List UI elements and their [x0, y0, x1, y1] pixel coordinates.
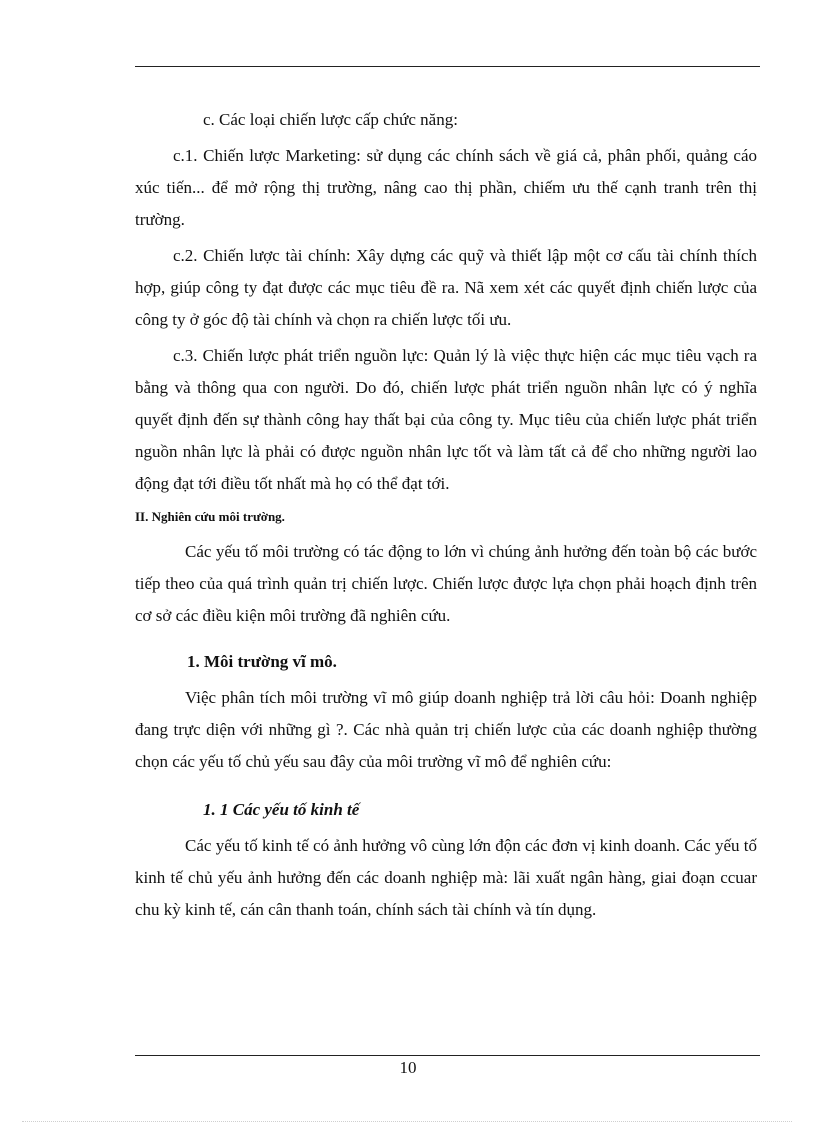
paragraph-c2: c.2. Chiến lược tài chính: Xây dựng các quỹ và thiết lập một cơ cấu tài chính thích hợp, giúp công ty đạt được các mục tiêu đề ra. Nã xem xét các quyết định chiến lược của công ty ở góc độ tài chính và chọn ra chiến lược tối ưu.: [135, 246, 757, 329]
page-body: [135, 104, 757, 926]
paragraph-c1: c.1. Chiến lược Marketing: sử dụng các chính sách về giá cả, phân phối, quảng cáo xúc tiến... để mở rộng thị trường, nâng cao thị phần, chiếm ưu thế cạnh tranh trên thị trường.: [135, 146, 757, 229]
heading-economic-factors: 1. 1 Các yếu tố kinh tế: [203, 800, 360, 819]
footer-rule: [135, 1055, 760, 1056]
heading-macro-environment: 1. Môi trường vĩ mô.: [187, 652, 337, 671]
paragraph-c3: c.3. Chiến lược phát triển nguồn lực: Quản lý là việc thực hiện các mục tiêu vạch ra bằng và thông qua con người. Do đó, chiến lược phát triển nguồn nhân lực có ý nghĩa quyết định đến sự thành công hay thất bại của công ty. Mục tiêu của chiến lược phát triển nguồn nhân lực là phải có được nguồn nhân lực tốt và làm tất cả để cho những người lao động đạt tới điều tốt nhất mà họ có thể đạt tới.: [135, 346, 757, 493]
subsection-heading-c: c. Các loại chiến lược cấp chức năng:: [203, 110, 458, 129]
paragraph-macro: Việc phân tích môi trường vĩ mô giúp doanh nghiệp trả lời câu hỏi: Doanh nghiệp đang trực diện với những gì ?. Các nhà quản trị chiến lược của các doanh nghiệp thường chọn các yếu tố chủ yếu sau đây của môi trường vĩ mô để nghiên cứu:: [135, 688, 757, 771]
page-number: 10: [399, 1058, 417, 1077]
paragraph-economic: Các yếu tố kinh tế có ảnh hưởng vô cùng lớn độn các đơn vị kinh doanh. Các yếu tố kinh tế chủ yếu ảnh hưởng đến các doanh nghiệp mà: lãi xuất ngân hàng, giai đoạn ccuar chu kỳ kinh tế, cán cân thanh toán, chính sách tài chính và tín dụng.: [135, 836, 757, 919]
section-heading-ii: II. Nghiên cứu môi trường.: [135, 509, 285, 524]
paragraph-env-intro: Các yếu tố môi trường có tác động to lớn vì chúng ảnh hưởng đến toàn bộ các bước tiếp theo của quá trình quản trị chiến lược. Chiến lược được lựa chọn phải hoạch định trên cơ sở các điều kiện môi trường đã nghiên cứu.: [135, 542, 757, 625]
page-edge-divider: [22, 1121, 792, 1122]
header-rule: [135, 66, 760, 67]
